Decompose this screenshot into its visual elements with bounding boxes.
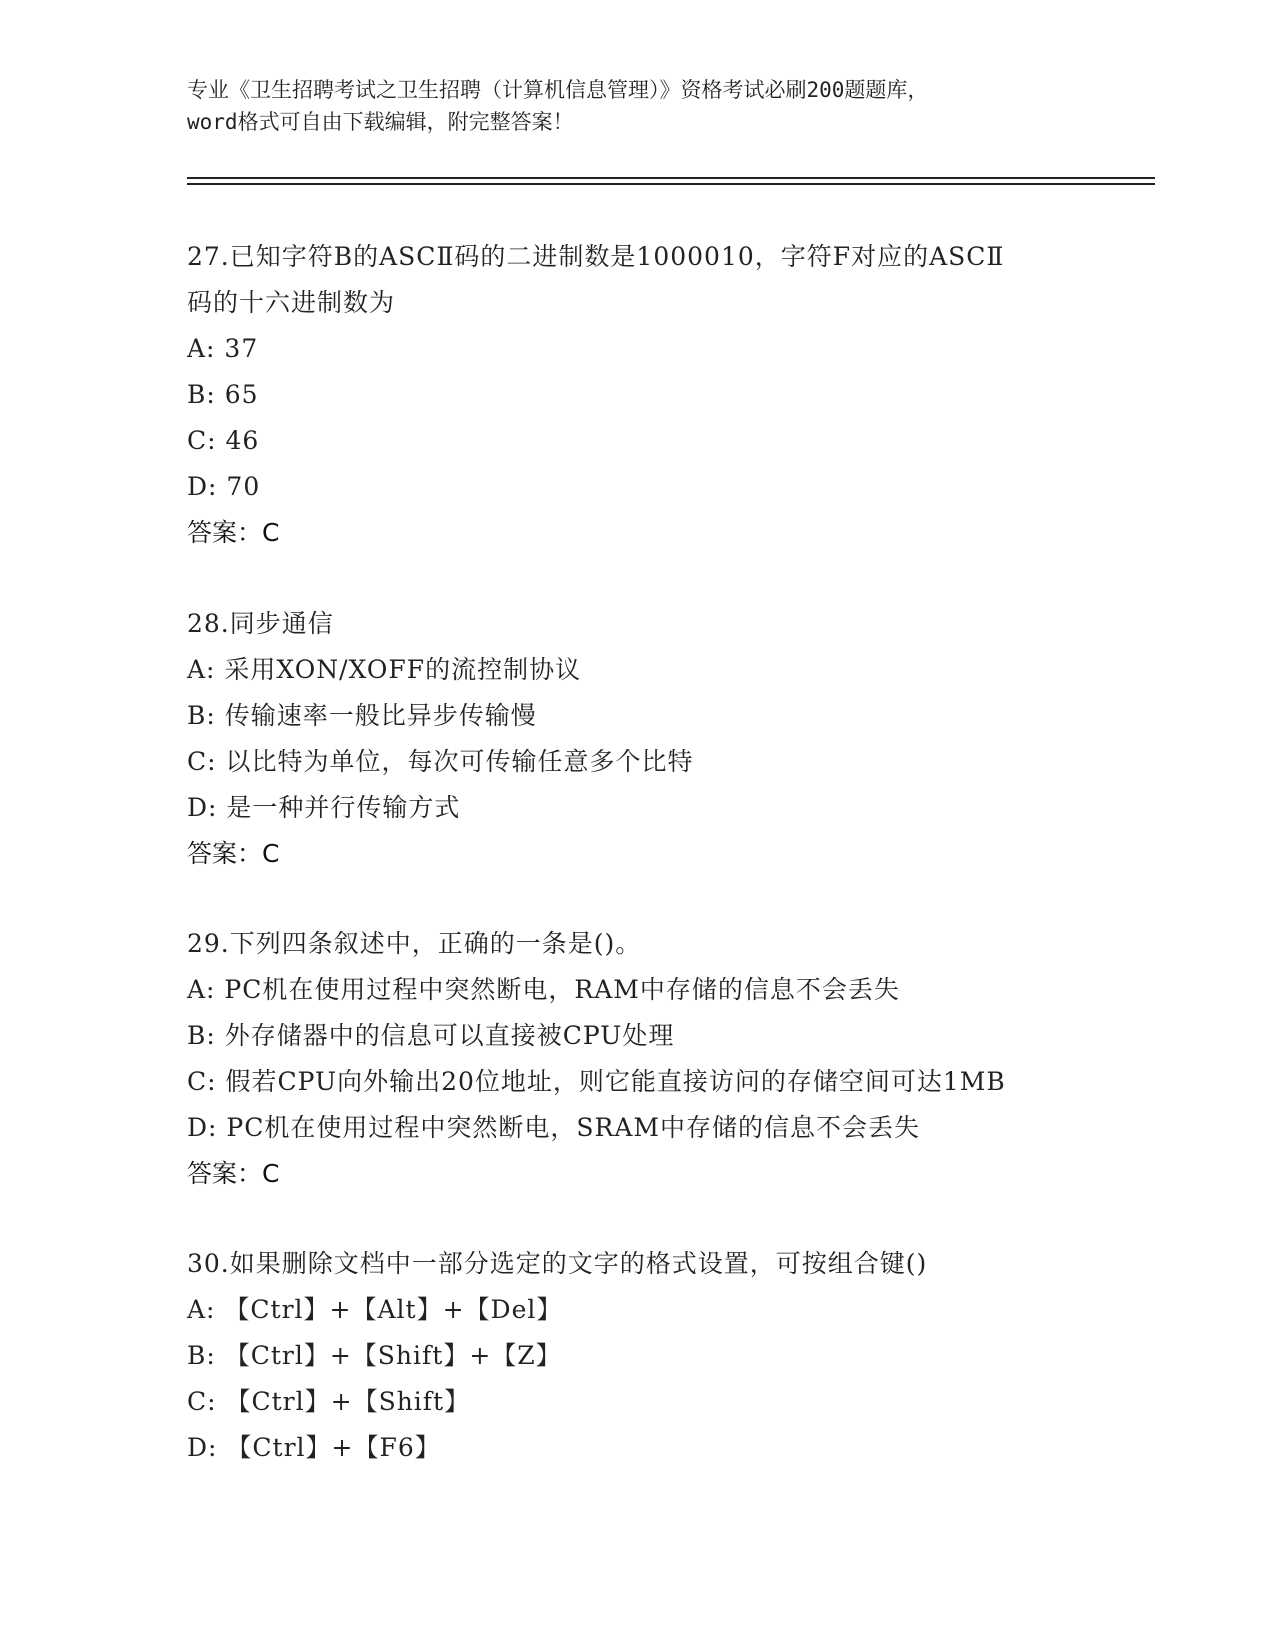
question-text: 27.已知字符B的ASCⅡ码的二进制数是1000010，字符F对应的ASCⅡ — [187, 242, 1005, 271]
answer: 答案：C — [187, 1159, 280, 1188]
option-b: B: 传输速率一般比异步传输慢 — [187, 701, 537, 730]
option-c: C: 假若CPU向外输出20位地址，则它能直接访问的存储空间可达1MB — [187, 1067, 1006, 1096]
option-d: D: PC机在使用过程中突然断电，SRAM中存储的信息不会丢失 — [187, 1113, 920, 1142]
option-b: B: 【Ctrl】+【Shift】+【Z】 — [187, 1341, 562, 1370]
answer: 答案：C — [187, 518, 280, 547]
option-c: C: 以比特为单位，每次可传输任意多个比特 — [187, 747, 694, 776]
question-28 — [187, 601, 1087, 877]
question-text: 28.同步通信 — [187, 609, 334, 638]
option-a: A: 【Ctrl】+【Alt】+【Del】 — [187, 1295, 563, 1324]
question-29 — [187, 921, 1087, 1197]
header-divider-top — [187, 177, 1155, 179]
option-c: C: 46 — [187, 426, 260, 455]
question-text: 30.如果删除文档中一部分选定的文字的格式设置，可按组合键() — [187, 1249, 928, 1278]
document-header — [187, 74, 1087, 138]
option-a: A: PC机在使用过程中突然断电，RAM中存储的信息不会丢失 — [187, 975, 900, 1004]
option-d: D: 【Ctrl】+【F6】 — [187, 1433, 441, 1462]
question-27 — [187, 234, 1087, 556]
question-text: 29.下列四条叙述中，正确的一条是()。 — [187, 929, 642, 958]
answer: 答案：C — [187, 839, 280, 868]
header-divider-bottom — [187, 183, 1155, 185]
option-d: D: 70 — [187, 472, 261, 501]
question-text-continued: 码的十六进制数为 — [187, 288, 396, 317]
header-line-2: word格式可自由下载编辑，附完整答案！ — [187, 110, 574, 134]
option-a: A: 采用XON/XOFF的流控制协议 — [187, 655, 582, 684]
option-b: B: 外存储器中的信息可以直接被CPU处理 — [187, 1021, 675, 1050]
option-c: C: 【Ctrl】+【Shift】 — [187, 1387, 471, 1416]
option-b: B: 65 — [187, 380, 259, 409]
header-line-1: 专业《卫生招聘考试之卫生招聘（计算机信息管理）》资格考试必刷200题题库， — [187, 78, 929, 102]
question-30 — [187, 1241, 1087, 1471]
option-a: A: 37 — [187, 334, 259, 363]
option-d: D: 是一种并行传输方式 — [187, 793, 461, 822]
